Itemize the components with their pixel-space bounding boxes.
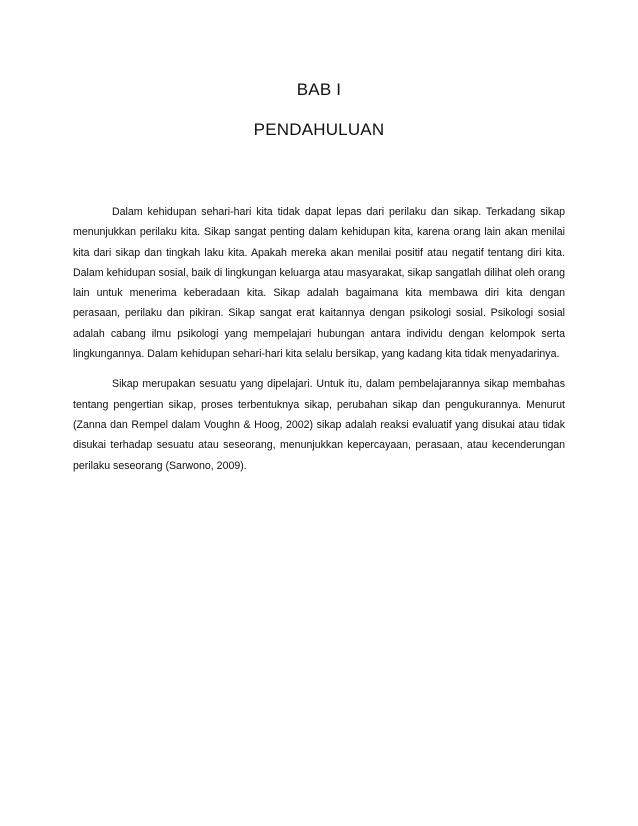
paragraph-2: Sikap merupakan sesuatu yang dipelajari. Untuk itu, dalam pembelajarannya sikap membahas tentang pengertian sikap, proses terbentuknya sikap, perubahan sikap dan pengukurannya. Menurut (Zanna dan Rempel dalam Voughn & Hoog, 2002) sikap adalah reaksi evaluatif yang disukai atau tidak disukai terhadap sesuatu atau seseorang, menunjukkan kepercayaan, perasaan, atau kecenderungan perilaku seseorang (Sarwono, 2009).: [73, 378, 565, 472]
body-text: [73, 202, 565, 486]
paragraph-1: Dalam kehidupan sehari-hari kita tidak dapat lepas dari perilaku dan sikap. Terkadang sikap menunjukkan perilaku kita. Sikap sangat penting dalam kehidupan kita, karena orang lain akan menilai kita dari sikap dan tingkah laku kita. Apakah mereka akan menilai positif atau negatif tentang diri kita. Dalam kehidupan sosial, baik di lingkungan keluarga atau masyarakat, sikap sangatlah dilihat oleh orang lain untuk menerima keberadaan kita. Sikap adalah bagaimana kita membawa diri kita dengan perasaan, perilaku dan pikiran. Sikap sangat erat kaitannya dengan psikologi sosial. Psikologi sosial adalah cabang ilmu psikologi yang mempelajari hubungan antara individu dengan kelompok serta lingkungannya. Dalam kehidupan sehari-hari kita selalu bersikap, yang kadang kita tidak menyadarinya.: [73, 206, 565, 361]
chapter-title: PENDAHULUAN: [253, 120, 385, 139]
chapter-heading: BAB I: [296, 80, 342, 99]
